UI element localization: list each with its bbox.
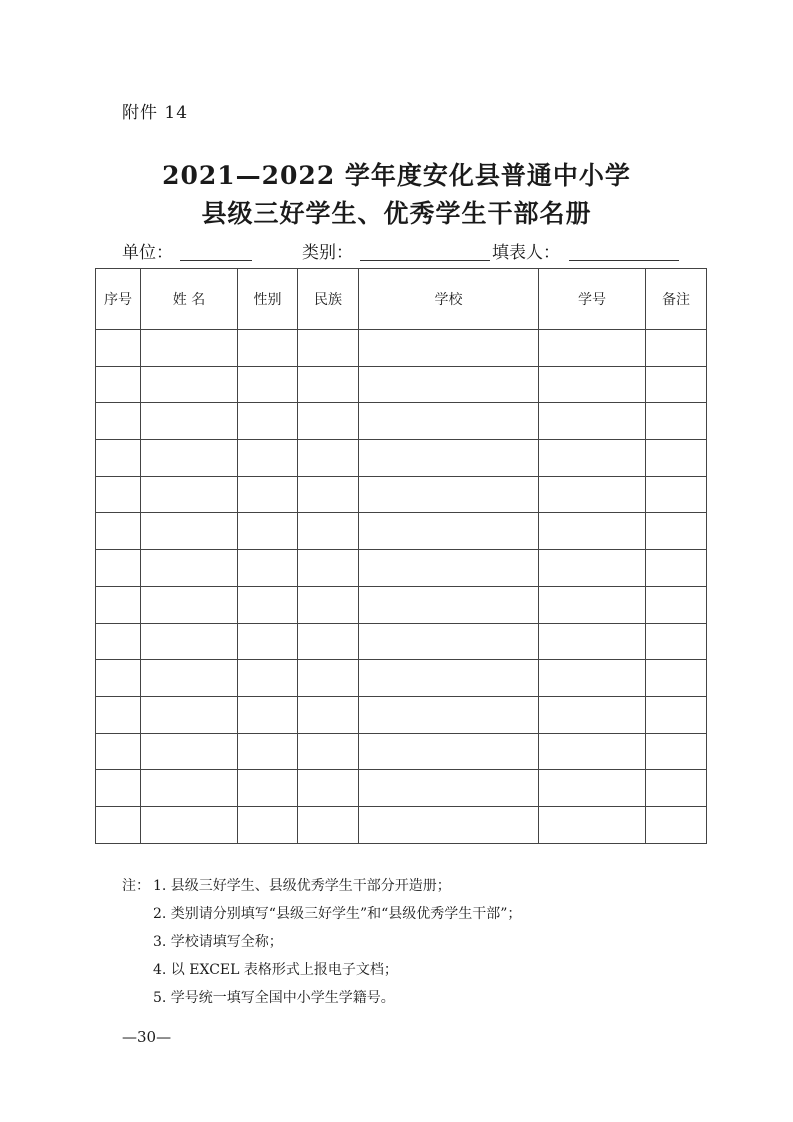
table-cell[interactable] bbox=[539, 403, 646, 440]
table-cell[interactable] bbox=[539, 513, 646, 550]
table-cell[interactable] bbox=[298, 623, 359, 660]
table-cell[interactable] bbox=[298, 733, 359, 770]
table-cell[interactable] bbox=[359, 366, 539, 403]
page-number: —30— bbox=[122, 1028, 172, 1046]
table-cell[interactable] bbox=[646, 586, 707, 623]
table-cell[interactable] bbox=[141, 476, 238, 513]
table-cell[interactable] bbox=[298, 806, 359, 843]
table-cell[interactable] bbox=[238, 660, 298, 697]
table-cell[interactable] bbox=[359, 586, 539, 623]
table-cell[interactable] bbox=[359, 330, 539, 367]
table-cell[interactable] bbox=[539, 440, 646, 477]
table-cell[interactable] bbox=[141, 623, 238, 660]
header-school: 学校 bbox=[359, 269, 539, 330]
table-cell[interactable] bbox=[141, 733, 238, 770]
header-ethnicity: 民族 bbox=[298, 269, 359, 330]
table-row bbox=[96, 696, 707, 733]
table-cell[interactable] bbox=[359, 623, 539, 660]
table-row bbox=[96, 550, 707, 587]
note-item: 1. 县级三好学生、县级优秀学生干部分开造册； bbox=[153, 878, 451, 894]
table-cell[interactable] bbox=[298, 550, 359, 587]
table-cell[interactable] bbox=[141, 770, 238, 807]
table-cell[interactable] bbox=[96, 513, 141, 550]
unit-blank-line[interactable] bbox=[180, 260, 252, 261]
attachment-label: 附件 14 bbox=[122, 103, 189, 123]
table-cell[interactable] bbox=[298, 476, 359, 513]
header-student-id: 学号 bbox=[539, 269, 646, 330]
table-cell[interactable] bbox=[539, 550, 646, 587]
note-item: 3. 学校请填写全称； bbox=[153, 934, 283, 950]
table-row bbox=[96, 366, 707, 403]
table-cell[interactable] bbox=[96, 660, 141, 697]
table-cell[interactable] bbox=[646, 366, 707, 403]
table-cell[interactable] bbox=[238, 696, 298, 733]
table-cell[interactable] bbox=[238, 806, 298, 843]
table-cell[interactable] bbox=[141, 586, 238, 623]
category-blank-line[interactable] bbox=[360, 260, 490, 261]
table-cell[interactable] bbox=[238, 623, 298, 660]
table-cell[interactable] bbox=[646, 623, 707, 660]
table-row bbox=[96, 440, 707, 477]
table-cell[interactable] bbox=[646, 330, 707, 367]
table-cell[interactable] bbox=[141, 330, 238, 367]
table-cell[interactable] bbox=[141, 660, 238, 697]
table-cell[interactable] bbox=[298, 513, 359, 550]
table-row bbox=[96, 403, 707, 440]
table-cell[interactable] bbox=[96, 403, 141, 440]
table-cell[interactable] bbox=[359, 696, 539, 733]
table-cell[interactable] bbox=[96, 623, 141, 660]
table-cell[interactable] bbox=[298, 660, 359, 697]
table-row bbox=[96, 733, 707, 770]
table-cell[interactable] bbox=[96, 806, 141, 843]
table-cell[interactable] bbox=[646, 660, 707, 697]
table-cell[interactable] bbox=[141, 440, 238, 477]
table-cell[interactable] bbox=[96, 366, 141, 403]
unit-label: 单位： bbox=[122, 243, 173, 263]
filler-blank-line[interactable] bbox=[569, 260, 679, 261]
table-header-row bbox=[96, 269, 707, 330]
note-item: 5. 学号统一填写全国中小学生学籍号。 bbox=[153, 990, 395, 1006]
table-cell[interactable] bbox=[96, 440, 141, 477]
table-cell[interactable] bbox=[298, 440, 359, 477]
table-cell[interactable] bbox=[238, 733, 298, 770]
table-cell[interactable] bbox=[96, 330, 141, 367]
header-gender: 性别 bbox=[238, 269, 298, 330]
table-cell[interactable] bbox=[359, 476, 539, 513]
table-cell[interactable] bbox=[96, 550, 141, 587]
table-cell[interactable] bbox=[96, 586, 141, 623]
table-cell[interactable] bbox=[238, 586, 298, 623]
table-cell[interactable] bbox=[646, 806, 707, 843]
table-cell[interactable] bbox=[539, 586, 646, 623]
table-cell[interactable] bbox=[359, 403, 539, 440]
table-row bbox=[96, 513, 707, 550]
table-row bbox=[96, 330, 707, 367]
table-body bbox=[96, 330, 707, 844]
table-cell[interactable] bbox=[359, 733, 539, 770]
table-cell[interactable] bbox=[539, 696, 646, 733]
table-cell[interactable] bbox=[646, 476, 707, 513]
category-label: 类别： bbox=[302, 243, 353, 263]
table-cell[interactable] bbox=[646, 770, 707, 807]
table-cell[interactable] bbox=[359, 550, 539, 587]
table-cell[interactable] bbox=[96, 733, 141, 770]
table-cell[interactable] bbox=[539, 330, 646, 367]
table-cell[interactable] bbox=[238, 513, 298, 550]
notes-prefix: 注： bbox=[122, 878, 150, 894]
table-row bbox=[96, 476, 707, 513]
table-cell[interactable] bbox=[539, 806, 646, 843]
table-cell[interactable] bbox=[359, 660, 539, 697]
header-remarks: 备注 bbox=[646, 269, 707, 330]
table-cell[interactable] bbox=[539, 660, 646, 697]
table-cell[interactable] bbox=[646, 403, 707, 440]
note-item: 2. 类别请分别填写“县级三好学生”和“县级优秀学生干部”； bbox=[153, 906, 522, 922]
table-cell[interactable] bbox=[298, 403, 359, 440]
table-cell[interactable] bbox=[298, 586, 359, 623]
filler-label: 填表人： bbox=[492, 243, 560, 263]
table-cell[interactable] bbox=[539, 366, 646, 403]
table-cell[interactable] bbox=[238, 403, 298, 440]
table-cell[interactable] bbox=[539, 733, 646, 770]
table-cell[interactable] bbox=[96, 770, 141, 807]
table-cell[interactable] bbox=[359, 770, 539, 807]
student-roster-table bbox=[95, 268, 707, 844]
table-cell[interactable] bbox=[298, 770, 359, 807]
table-cell[interactable] bbox=[238, 476, 298, 513]
table-cell[interactable] bbox=[141, 550, 238, 587]
table-cell[interactable] bbox=[359, 440, 539, 477]
table-cell[interactable] bbox=[539, 770, 646, 807]
fill-in-fields bbox=[122, 238, 682, 264]
table-cell[interactable] bbox=[646, 513, 707, 550]
table-cell[interactable] bbox=[646, 440, 707, 477]
table-cell[interactable] bbox=[141, 366, 238, 403]
table-cell[interactable] bbox=[539, 623, 646, 660]
table-cell[interactable] bbox=[238, 440, 298, 477]
note-item: 4. 以 EXCEL 表格形式上报电子文档； bbox=[153, 962, 398, 978]
document-title-line-2: 县级三好学生、优秀学生干部名册 bbox=[201, 199, 592, 228]
table-cell[interactable] bbox=[646, 733, 707, 770]
document-title-line-1: 2021—2022 学年度安化县普通中小学 bbox=[162, 161, 631, 190]
table-row bbox=[96, 623, 707, 660]
table-cell[interactable] bbox=[141, 806, 238, 843]
table-cell[interactable] bbox=[359, 513, 539, 550]
header-name: 姓 名 bbox=[141, 269, 238, 330]
table-row bbox=[96, 586, 707, 623]
table-cell[interactable] bbox=[298, 696, 359, 733]
table-row bbox=[96, 770, 707, 807]
header-serial-number: 序号 bbox=[96, 269, 141, 330]
table-cell[interactable] bbox=[96, 696, 141, 733]
table-cell[interactable] bbox=[298, 366, 359, 403]
table-cell[interactable] bbox=[238, 770, 298, 807]
table-cell[interactable] bbox=[141, 403, 238, 440]
table-cell[interactable] bbox=[141, 696, 238, 733]
table-row bbox=[96, 660, 707, 697]
table-cell[interactable] bbox=[238, 550, 298, 587]
table-cell[interactable] bbox=[238, 366, 298, 403]
table-cell[interactable] bbox=[96, 476, 141, 513]
table-row bbox=[96, 806, 707, 843]
table-cell[interactable] bbox=[646, 550, 707, 587]
table-cell[interactable] bbox=[238, 330, 298, 367]
table-cell[interactable] bbox=[646, 696, 707, 733]
table-cell[interactable] bbox=[141, 513, 238, 550]
table-cell[interactable] bbox=[298, 330, 359, 367]
table-cell[interactable] bbox=[539, 476, 646, 513]
table-cell[interactable] bbox=[359, 806, 539, 843]
